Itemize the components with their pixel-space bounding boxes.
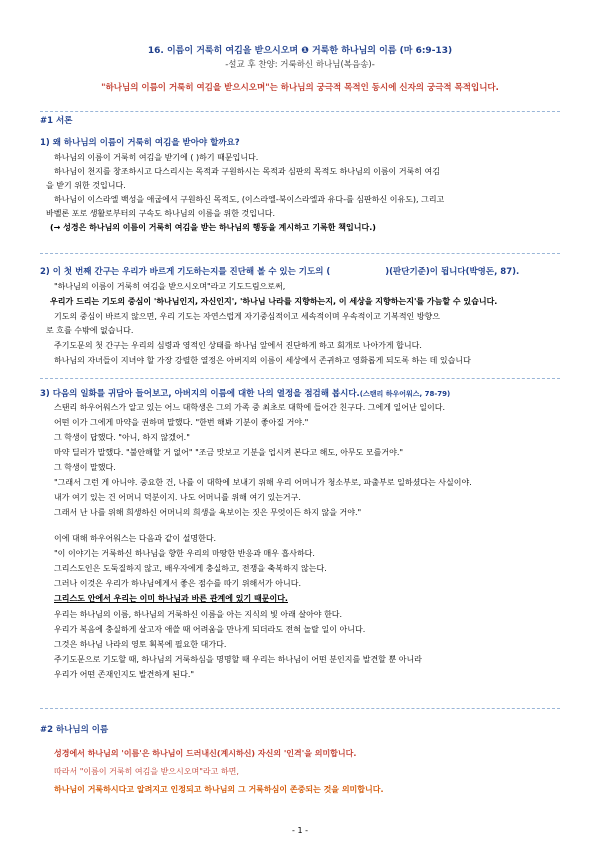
q1-line-5: 바벨론 포로 생활로부터의 구속도 하나님의 이름을 위한 것입니다.: [46, 209, 275, 218]
q1-line-1: 하나님의 이름이 거룩히 여김을 받기에 ( )하기 때문입니다.: [54, 153, 259, 162]
q2-line-4: 로 흐를 수밖에 없습니다.: [46, 326, 134, 335]
story-line: "그래서 그런 게 아니야. 중요한 건, 나를 이 대학에 보내기 위해 우리 어머니가 청소부로, 파출부로 일하셨다는 사실이야.: [54, 478, 472, 487]
story-line: 스탠리 하우어워스가 알고 있는 어느 대학생은 그의 가족 중 최초로 대학에 들어간 친구다. 그에게 일어난 일이다.: [54, 403, 445, 412]
closing-line: 우리가 어떤 존재인지도 발견하게 된다.": [54, 670, 195, 679]
story-line: 내가 여기 있는 건 어머니 덕분이지. 나도 어머니를 위해 여기 있는거구.: [54, 493, 301, 502]
theme-statement: "하나님의 이름이 거룩히 여김을 받으시오며"는 하나님의 궁극적 목적인 동시에 신자의 궁극적 목적입니다.: [101, 83, 499, 93]
section-heading-intro: #1 서론: [40, 116, 73, 126]
q2-line-6: 하나님의 자녀들이 지녀야 할 가장 강렬한 열정은 아버지의 이름이 세상에서 존귀하고 영화롭게 되도록 하는 데 있습니다: [54, 356, 471, 365]
q2-heading-part-a: 2) 이 첫 번째 간구는 우리가 바르게 기도하는지를 진단해 볼 수 있는 기도의 (: [40, 267, 331, 277]
question-1-heading: 1) 왜 하나님의 이름이 거룩히 여김을 받아야 할까요?: [40, 138, 240, 148]
story-line: 그래서 난 나를 위해 희생하신 어머니의 희생을 욕보이는 짓은 무엇이든 하지 않을 거야.": [54, 508, 362, 517]
q1-conclusion: (→ 성경은 하나님의 이름이 거룩히 여김을 받는 하나님의 행동을 계시하고 기록한 책입니다.): [50, 223, 376, 232]
section-heading-name: #2 하나님의 이름: [40, 725, 109, 735]
q2-line-2: 우리가 드리는 기도의 중심이 '하나님인지, 자신인지', '하나님 나라를 지향하는지, 이 세상을 지향하는지'를 가늠할 수 있습니다.: [50, 297, 498, 306]
comment-line: 그러나 이것은 우리가 하나님에게서 좋은 점수를 따기 위해서가 아니다.: [54, 579, 301, 588]
s2-line-2: 따라서 "이름이 거룩히 여김을 받으시오며"라고 하면,: [54, 767, 239, 776]
story-line: 어떤 이가 그에게 마약을 권하며 말했다. "한번 해봐 기분이 좋아질 거야.": [54, 418, 309, 427]
q3-source: (스탠리 하우어워스, 78-79): [359, 390, 451, 398]
divider: [40, 111, 560, 112]
question-2-heading: [40, 265, 565, 277]
comment-line: 그리스도인은 도둑질하지 않고, 배우자에게 충실하고, 전쟁을 축복하지 않는다.: [54, 564, 327, 573]
sermon-title: 16. 이름이 거룩히 여김을 받으시오며 ❶ 거룩한 하나님의 이름 (마 6:9-13): [147, 46, 453, 56]
closing-line: 주기도문으로 기도할 때, 하나님의 거룩하심을 명명할 때 우리는 하나님이 어떤 분인지를 발견할 뿐 아니라: [54, 655, 422, 664]
story-line: 마약 딜러가 말했다. "불안해할 거 없어" "조금 맛보고 기분을 업시켜 본다고 해도, 아무도 모를거야.": [54, 448, 404, 457]
divider: [40, 378, 560, 379]
comment-line: "이 이야기는 거룩하신 하나님을 향한 우리의 마땅한 반응과 매우 흡사하다.: [54, 549, 315, 558]
q2-heading-part-b: )(판단기준)이 됩니다(박영돈, 87).: [385, 267, 520, 277]
q2-line-3: 기도의 중심이 바르지 않으면, 우리 기도는 자연스럽게 자기중심적이고 세속적이며 우속적이고 기복적인 방향으: [54, 312, 440, 321]
q2-line-1: "하나님의 이름이 거룩히 여김을 받으시오며"라고 기도드림으로써,: [54, 282, 286, 291]
q1-line-3: 을 받기 위한 것입니다.: [46, 181, 126, 190]
closing-line: 그것은 하나님 나라의 영토 획복에 필요한 대가다.: [54, 640, 227, 649]
q1-line-4: 하나님이 이스라엘 백성을 애굽에서 구원하신 목적도, (이스라엘-북이스라엘과 유다-를 심판하신 이유도), 그리고: [54, 195, 445, 204]
s2-line-3: 하나님이 거룩하시다고 알려지고 인정되고 하나님의 그 거룩하심이 존중되는 것을 의미합니다.: [54, 785, 384, 794]
question-3-heading: [40, 387, 565, 399]
story-line: 그 학생이 말했다.: [54, 463, 116, 472]
page-number: - 1 -: [292, 826, 308, 835]
story-line: 그 학생이 답했다. "아니, 하지 않겠어.": [54, 433, 190, 442]
q1-line-2: 하나님이 천지를 창조하시고 다스리시는 목적과 구원하시는 목적과 심판의 목적도 하나님의 이름이 거룩히 여김: [54, 167, 440, 176]
closing-line: 우리가 복음에 충실하게 살고자 애쓸 때 어려움을 만나게 되더라도 전혀 놀랄 일이 아니다.: [54, 625, 366, 634]
q2-line-5: 주기도문의 첫 간구는 우리의 심령과 영적인 상태를 하나님 앞에서 진단하게 하고 회개로 나아가게 합니다.: [54, 341, 422, 350]
q3-heading-text: 3) 다음의 일화를 귀담아 들어보고, 아버지의 이름에 대한 나의 열정을 점검해 봅시다.: [40, 389, 360, 399]
divider: [40, 253, 560, 254]
s2-line-1: 성경에서 하나님의 '이름'은 하나님이 드러내신(계시하신) 자신의 '인격'을 의미합니다.: [54, 749, 357, 758]
divider: [40, 708, 560, 709]
comment-line: 이에 대해 하우어워스는 다음과 같이 설명한다.: [54, 534, 217, 543]
sermon-subtitle: -설교 후 찬양: 거룩하신 하나님(복음송)-: [225, 60, 375, 70]
emphasis-line: 그리스도 안에서 우리는 이미 하나님과 바른 관계에 있기 때문이다.: [54, 594, 288, 603]
closing-line: 우리는 하나님의 이름, 하나님의 거룩하신 이름을 아는 지식의 빛 아래 살아야 한다.: [54, 610, 343, 619]
